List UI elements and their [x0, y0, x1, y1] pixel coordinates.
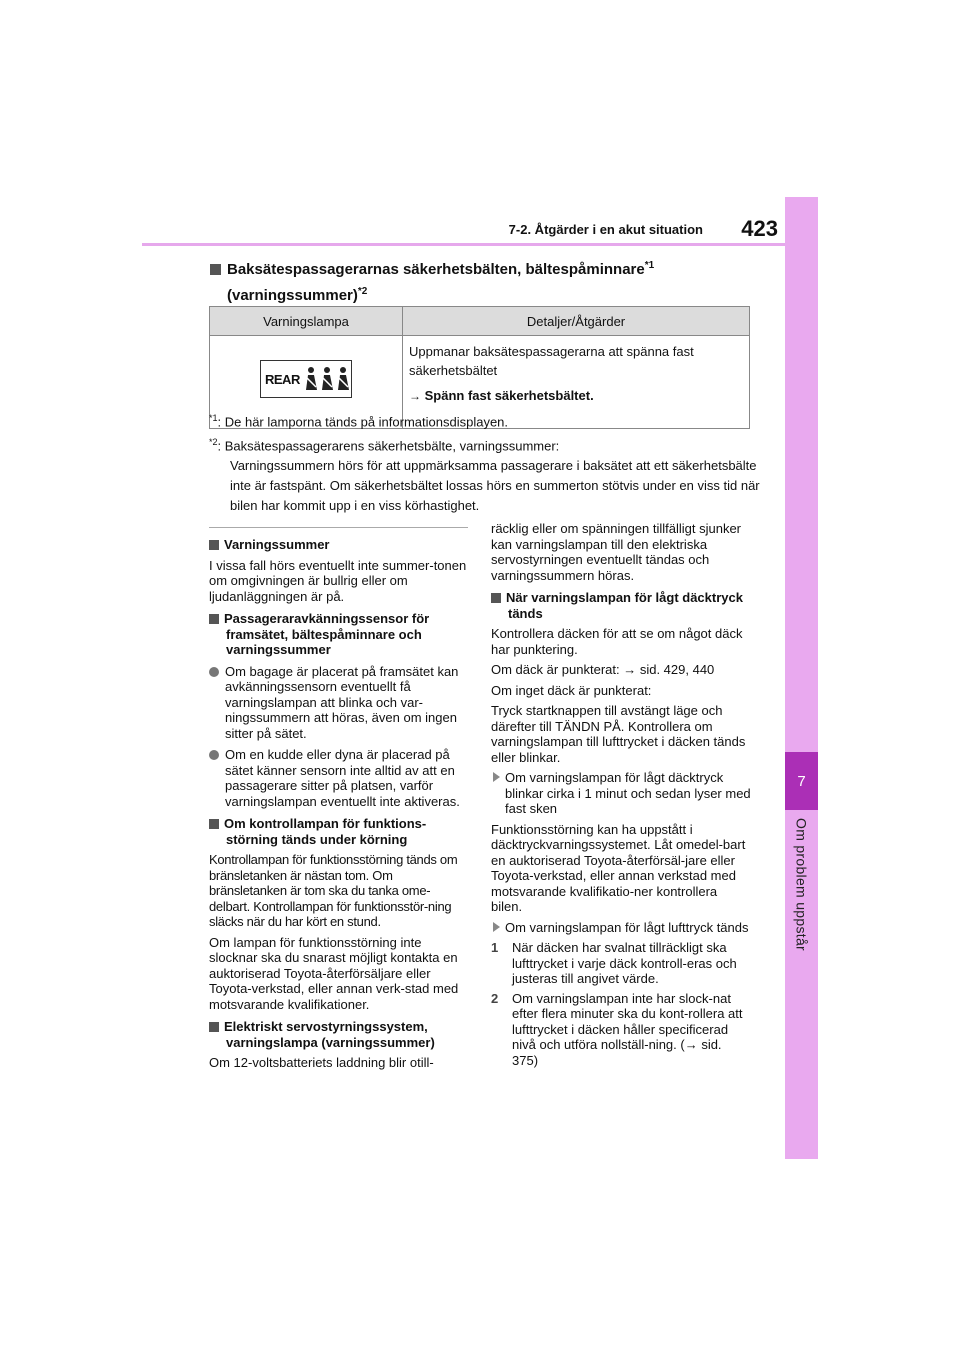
step-2: 2 Om varningslampan inte har slock-nat efter flera minuter ska du kont-rollera att lufttrycket i däcken håller specificerad nivå och utföra nollställ-ning. (→ sid. 375) — [491, 990, 743, 1068]
page-reference: Om däck är punkterat: → sid. 429, 440 — [491, 662, 715, 677]
square-bullet-icon — [209, 819, 219, 829]
header-rule — [142, 243, 785, 246]
column-divider — [209, 527, 468, 528]
section-title: 7-2. Åtgärder i en akut situation — [508, 222, 703, 237]
list-item: Om varningslampan för lågt lufttryck tänds — [491, 920, 751, 936]
rear-seatbelt-warning-icon: REAR — [260, 360, 352, 398]
square-bullet-icon — [210, 264, 221, 275]
page-number: 423 — [741, 216, 778, 241]
square-bullet-icon — [491, 593, 501, 603]
list-item: Om bagage är placerat på framsätet kan avkänningssensorn eventuellt få varningslampan att blinka och var-ningssummern att höras, även om ingen sitter på sätet. — [209, 664, 469, 742]
footnote-2: $^{*2}$: Baksätespassagerarens säkerhetsbälte, varningssummer: Varningssummern hörs för att uppmärksamma passagerare i baksätet att ett säkerhetsbälte inte är fastspänt. Om säkerhetsbältet lossas hörs en summerton stötvis under en viss tid när bilen har kommit upp i en viss körhastighet. — [209, 437, 760, 514]
square-bullet-icon — [209, 1022, 219, 1032]
square-bullet-icon — [209, 614, 219, 624]
chapter-tab-strip — [785, 197, 818, 1159]
right-column: räcklig eller om spänningen tillfälligt sjunker kan varningslampan till den elektriska servostyrningen eventuellt tändas och varningssummern höras. När varningslampan för lågt däcktryck tänds Kontrollera däcken för att se om något däck har punktering. Om däck är punkterat: → sid. 429, 440 Om inget däck är punkterat: Tryck startknappen till avstängt läge och därefter till TÄNDN PÅ. Kontrollera om varningslampan till lufttrycket i däcken tänds eller blinkar. Om varningslampan för lågt däcktryck blinkar cirka i 1 minut och sedan lyser med fast sken Funktionsstörning kan ha uppstått i däcktryckvarningssystemet. Låt omedel-bart en auktoriserad Toyota-återförsäl-jare eller Toyota-verkstad, eller annan verkstad med motsvarande kvalifikatio-ner kontrollera bilen. Om varningslampan för lågt lufttryck tänds 1 När däcken har svalnat tillräckligt ska lufttrycket i varje däck kontroll-eras och justeras till angivet värde. 2 Om varningslampan inte har slock-nat efter flera minuter ska du kont-rollera att lufttrycket i däcken håller specificerad nivå och utföra nollställ-ning. (→ sid. 375) — [491, 521, 751, 1068]
chapter-number[interactable]: 7 — [785, 752, 818, 810]
list-item: Om varningslampan för lågt däcktryck blinkar cirka i 1 minut och sedan lyser med fast sken — [491, 770, 751, 817]
arrow-icon: → — [409, 389, 421, 403]
square-bullet-icon — [209, 540, 219, 550]
action-text: Spänn fast säkerhetsbältet. — [424, 388, 594, 403]
chapter-title: Om problem uppstår — [793, 818, 810, 952]
heading: Baksätespassagerarnas säkerhetsbälten, bältespåminnare$^{*1}$ (varningssummer)$^{*2}$ — [210, 255, 770, 307]
footnote-1: $^{*1}$: De här lamporna tänds på informationsdisplayen. — [209, 413, 509, 430]
table-header-lamp: Varningslampa — [210, 307, 403, 336]
left-column: Varningssummer I vissa fall hörs eventuellt inte summer-tonen om omgivningen är bullrig eller om ljudanläggningen är på. Passageraravkänningssensor för framsätet, bältespåminnare och varningssummer Om bagage är placerat på framsätet kan avkänningssensorn eventuellt få varningslampan att blinka och var-ningssummern att höras, även om ingen sitter på sätet. Om en kudde eller dyna är placerad på sätet känner sensorn inte alltid av att en passagerare sitter på platsen, varför varningslampan eventuellt inte aktiveras. Om kontrollampan för funktions-störning tänds under körning Kontrollampan för funktionsstörning tänds om bränsletanken är nästan tom. Om bränsletanken är tom ska du tanka ome-delbart. Kontrollampan för funktionsstör-ning släcks när du har kört en stund. Om lampan för funktionsstörning inte slocknar ska du snarast möjligt kontakta en auktoriserad Toyota-återförsäljare eller Toyota-verkstad, eller annan verk-stad med motsvarande kvalifikationer. Elektriskt servostyrningssystem, varningslampa (varningssummer) Om 12-voltsbatteriets laddning blir otill- — [209, 530, 469, 1076]
list-item: Om en kudde eller dyna är placerad på sätet känner sensorn inte alltid av att en passagerare sitter på platsen, varför varningslampan eventuellt inte aktiveras. — [209, 747, 469, 809]
table-header-details: Detaljer/Åtgärder — [403, 307, 750, 336]
detail-text: Uppmanar baksätespassagerarna att spänna fast säkerhetsbältet — [409, 344, 694, 378]
step-1: 1 När däcken har svalnat tillräckligt ska lufttrycket i varje däck kontroll-eras och justeras till angivet värde. — [491, 940, 737, 986]
